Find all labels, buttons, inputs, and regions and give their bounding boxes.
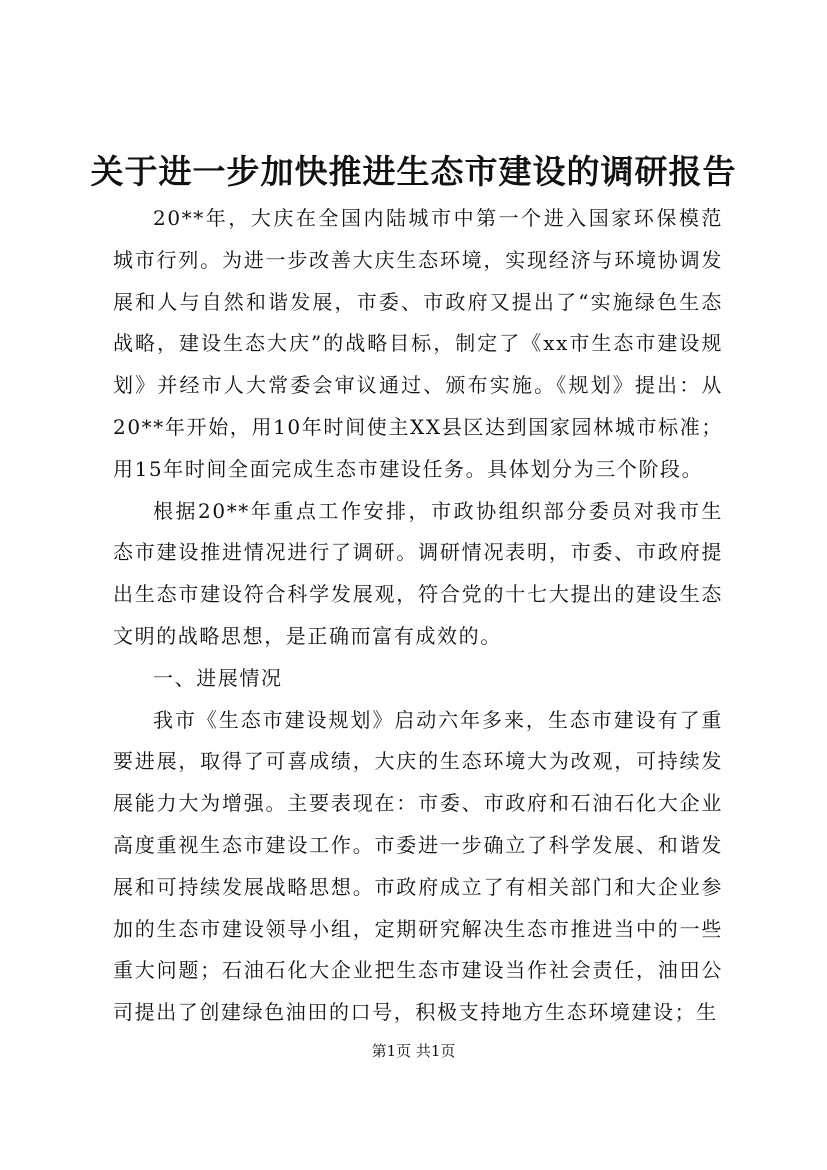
document-body — [113, 198, 723, 1034]
page-number: 第1页 共1页 — [371, 1042, 456, 1060]
section-heading-progress: 一、进展情况 — [153, 665, 283, 690]
paragraph-progress: 我市《生态市建设规划》启动六年多来，生态市建设有了重要进展，取得了可喜成绩，大庆的生态环境大为改观，可持续发展能力大为增强。主要表现在：市委、市政府和石油石化大企业高度重视生态市建设工作。市委进一步确立了科学发展、和谐发展和可持续发展战略思想。市政府成立了有相关部门和大企业参加的生态市建设领导小组，定期研究解决生态市推进当中的一些重大问题；石油石化大企业把生态市建设当作社会责任，油田公司提出了创建绿色油田的口号，积极支持地方生态环境建设；生 — [113, 707, 723, 1025]
document-title: 关于进一步加快推进生态市建设的调研报告 — [90, 152, 737, 191]
paragraph-survey: 根据20**年重点工作安排，市政协组织部分委员对我市生态市建设推进情况进行了调研。调研情况表明，市委、市政府提出生态市建设符合科学发展观，符合党的十七大提出的建设生态文明的战略思想，是正确而富有成效的。 — [113, 498, 723, 648]
paragraph-intro: 20**年，大庆在全国内陆城市中第一个进入国家环保模范城市行列。为进一步改善大庆生态环境，实现经济与环境协调发展和人与自然和谐发展，市委、市政府又提出了“实施绿色生态战略，建设生态大庆”的战略目标，制定了《xx市生态市建设规划》并经市人大常委会审议通过、颁布实施。《规划》提出：从20**年开始，用10年时间使主XX县区达到国家园林城市标准；用15年时间全面完成生态市建设任务。具体划分为三个阶段。 — [113, 206, 723, 481]
